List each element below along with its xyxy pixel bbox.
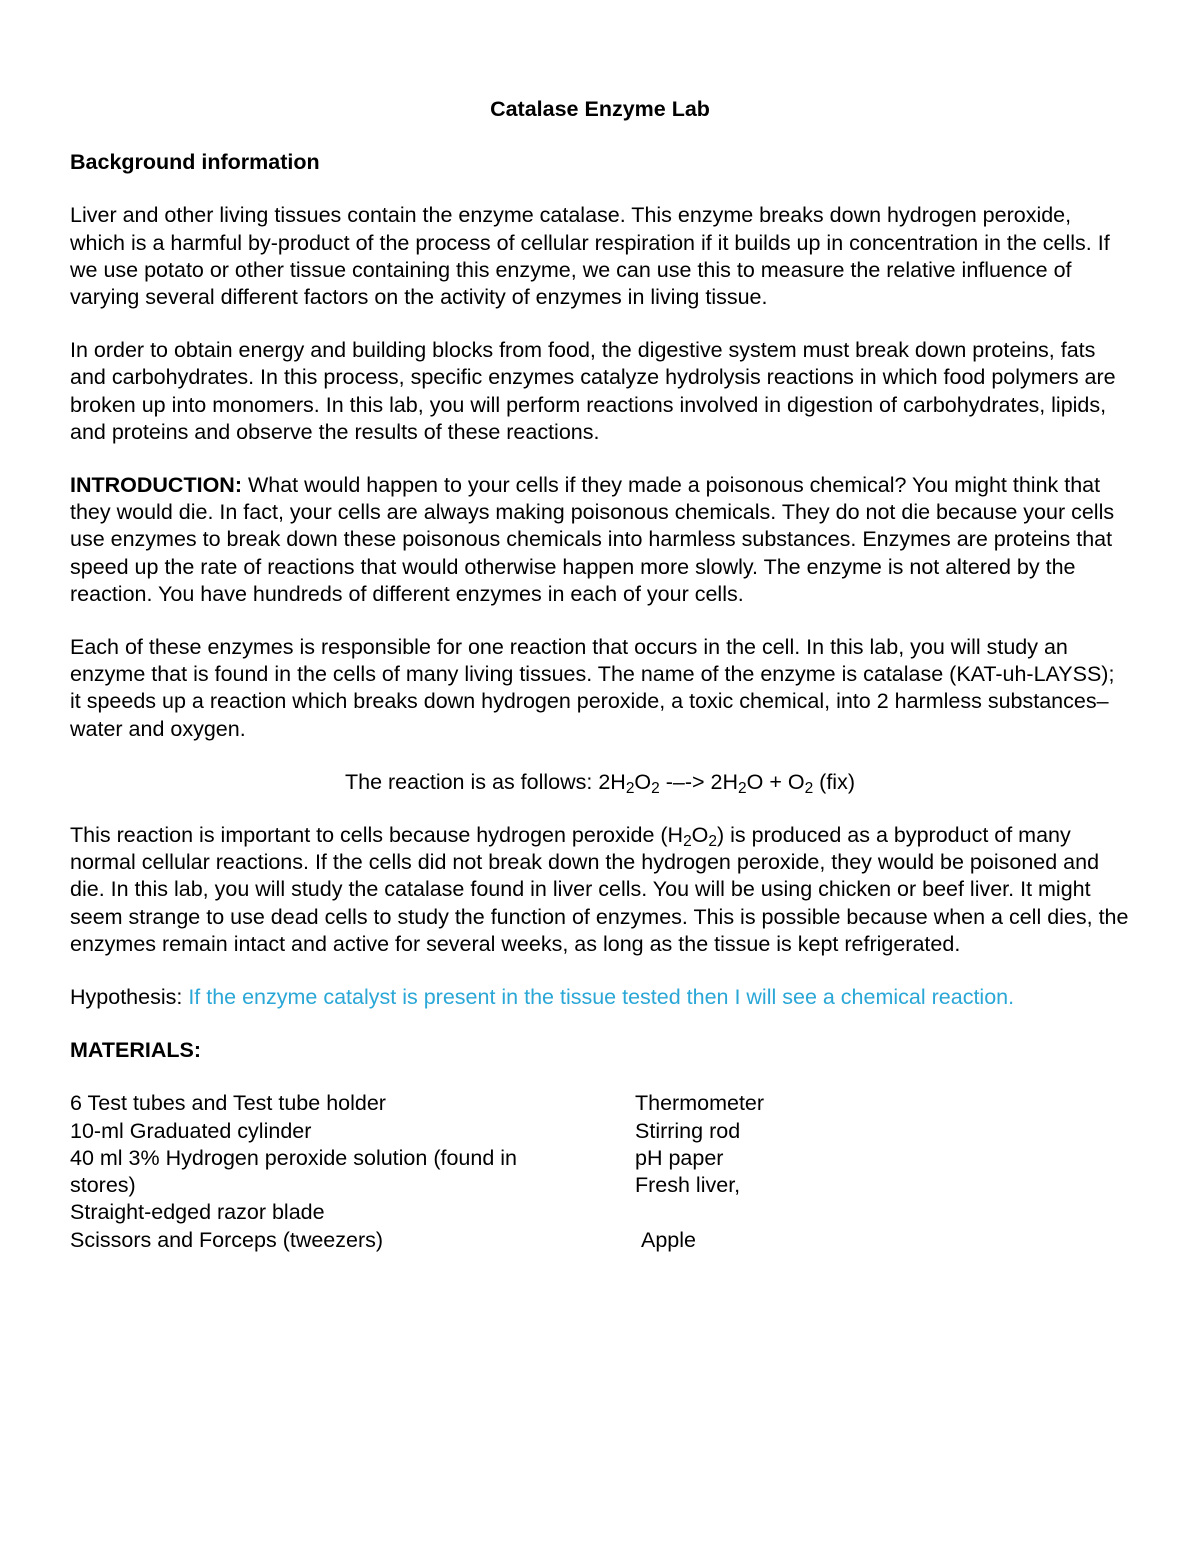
reaction-text: The reaction is as follows: 2H (345, 769, 626, 794)
hypothesis-text: If the enzyme catalyst is present in the tissue tested then I will see a chemical reaction. (188, 985, 1015, 1010)
material-item: Thermometer (635, 1091, 765, 1116)
material-item: 40 ml 3% Hydrogen peroxide solution (found in (70, 1145, 517, 1170)
material-item: Straight-edged razor blade (70, 1200, 325, 1225)
material-item: Scissors and Forceps (tweezers) (70, 1227, 384, 1252)
reaction-subscript: 2 (738, 779, 747, 797)
document-title: Catalase Enzyme Lab (490, 97, 710, 121)
materials-list (70, 1090, 1130, 1253)
materials-heading: MATERIALS: (70, 1038, 201, 1063)
hypothesis-label: Hypothesis: (70, 985, 189, 1010)
document-page (70, 96, 1130, 1254)
reaction-text: (fix) (813, 769, 855, 794)
hypothesis-line (70, 984, 1130, 1011)
material-item: Apple (641, 1227, 696, 1252)
reaction-subscript: 2 (804, 779, 814, 797)
background-heading: Background information (70, 150, 320, 175)
material-item: pH paper (635, 1145, 724, 1170)
reaction-subscript: 2 (625, 779, 635, 797)
importance-text: O (691, 823, 709, 848)
importance-paragraph (70, 822, 1130, 958)
introduction-paragraph (70, 472, 1130, 608)
importance-text: ) is produced as a byproduct of many normal cellular reactions. If the cells did not break down the hydrogen peroxide, they would be poisoned and die. In this lab, you will study the catalase found in liver cells. You will be using chicken or beef liver. It might seem strange to use dead cells to study the function of enzymes. This is possible because when a cell dies, the enzymes remain intact and active for several weeks, as long as the tissue is kept refrigerated. (70, 823, 1129, 956)
materials-right-column (635, 1090, 1130, 1253)
reaction-text: O (634, 769, 652, 794)
material-item (635, 1199, 1130, 1226)
reaction-equation (70, 769, 1130, 796)
reaction-text: O + O (746, 769, 805, 794)
material-item: 10-ml Graduated cylinder (70, 1118, 312, 1143)
background-paragraph-2: In order to obtain energy and building blocks from food, the digestive system must break down proteins, fats and carbohydrates. In this process, specific enzymes catalyze hydrolysis reactions in which food polymers are broken up into monomers. In this lab, you will perform reactions involved in digestion of carbohydrates, lipids, and proteins and observe the results of these reactions. (70, 338, 1116, 444)
material-item: 6 Test tubes and Test tube holder (70, 1091, 386, 1116)
formula-subscript: 2 (683, 832, 692, 850)
reaction-subscript: 2 (651, 779, 660, 797)
material-item: stores) (70, 1173, 136, 1198)
materials-left-column (70, 1090, 635, 1253)
introduction-label: INTRODUCTION: (70, 473, 242, 498)
reaction-arrow: -–-> 2H (659, 769, 739, 794)
background-paragraph-1: Liver and other living tissues contain the enzyme catalase. This enzyme breaks down hydrogen peroxide, which is a harmful by-product of the process of cellular respiration if it builds up in concentration in the cells. If we use potato or other tissue containing this enzyme, we can use this to measure the relative influence of varying several different factors on the activity of enzymes in living tissue. (70, 203, 1110, 310)
introduction-text: What would happen to your cells if they made a poisonous chemical? You might think that they would die. In fact, your cells are always making poisonous chemicals. They do not die because your cells use enzymes to break down these poisonous chemicals into harmless substances. Enzymes are proteins that speed up the rate of reactions that would otherwise happen more slowly. The enzyme is not altered by the reaction. You have hundreds of different enzymes in each of your cells. (70, 473, 1115, 606)
material-item: Stirring rod (635, 1118, 741, 1143)
formula-subscript: 2 (708, 832, 718, 850)
catalase-paragraph: Each of these enzymes is responsible for one reaction that occurs in the cell. In this lab, you will study an enzyme that is found in the cells of many living tissues. The name of the enzyme is catalase (KAT-uh-LAYSS); it speeds up a reaction which breaks down hydrogen peroxide, a toxic chemical, into 2 harmless substances–water and oxygen. (70, 635, 1115, 741)
importance-text: This reaction is important to cells because hydrogen peroxide (H (70, 823, 684, 848)
material-item: Fresh liver, (635, 1173, 741, 1198)
